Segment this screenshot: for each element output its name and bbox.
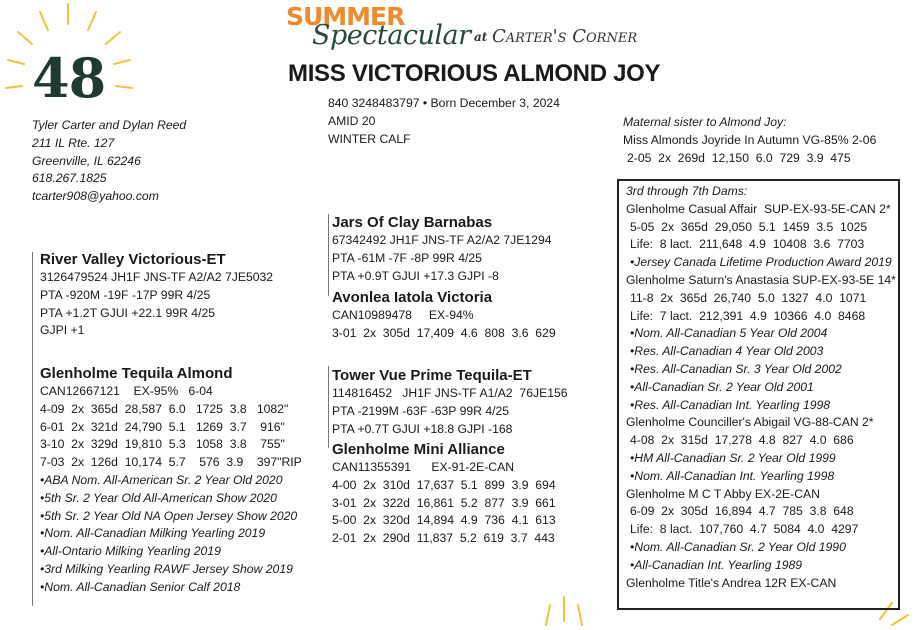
ancestor-dam-award: •Jersey Canada Lifetime Production Award 2019 bbox=[630, 255, 892, 270]
ancestor-dam-award: •Nom. All-Canadian 5 Year Old 2004 bbox=[630, 326, 828, 341]
sire-dam-line: 3-01 2x 305d 17,409 4.6 808 3.6 629 bbox=[332, 325, 556, 340]
sire-block bbox=[40, 250, 273, 340]
animal-title: MISS VICTORIOUS ALMOND JOY bbox=[288, 60, 661, 87]
dam-dam-line: CAN11355391 EX-91-2E-CAN bbox=[332, 460, 514, 474]
dam-award: •3rd Milking Yearling RAWF Jersey Show 2019 bbox=[40, 561, 293, 576]
ancestor-dam-record: Life: 8 lact. 107,760 4.7 5084 4.0 4297 bbox=[630, 522, 859, 537]
sire-line: PTA +1.2T GJUI +22.1 99R 4/25 bbox=[40, 305, 216, 320]
ancestor-dam-name: Glenholme Counciller's Abigail VG-88-CAN 2* bbox=[626, 415, 874, 430]
event-logo bbox=[284, 2, 664, 58]
logo-at: at bbox=[474, 30, 488, 44]
ancestor-dam-award: •Res. All-Canadian 4 Year Old 2003 bbox=[630, 344, 824, 359]
ancestor-dam-record: Life: 8 lact. 211,648 4.9 10408 3.6 7703 bbox=[630, 237, 865, 252]
dam-line: 7-03 2x 126d 10,174 5.7 576 3.9 397"RIP bbox=[40, 455, 302, 470]
ancestor-dam-record: Life: 7 lact. 212,391 4.9 10366 4.0 8468 bbox=[630, 308, 866, 323]
dam-award: •5th Sr. 2 Year Old NA Open Jersey Show 2020 bbox=[40, 508, 298, 523]
dam-sire-block bbox=[332, 366, 568, 438]
owner-email: tcarter908@yahoo.com bbox=[32, 189, 159, 204]
ancestor-dam-award: •All-Canadian Int. Yearling 1989 bbox=[630, 557, 803, 572]
dam-dam-line: 2-01 2x 290d 11,837 5.2 619 3.7 443 bbox=[332, 531, 555, 546]
ancestor-dam-name: Glenholme Casual Affair SUP-EX-93-5E-CAN 2* bbox=[626, 201, 891, 216]
sire-line: GJPI +1 bbox=[40, 323, 85, 338]
registration-line: 840 3248483797 • Born December 3, 2024 bbox=[328, 96, 560, 110]
sire-dam-name: Avonlea Iatola Victoria bbox=[332, 289, 493, 306]
ancestor-dams-list bbox=[626, 201, 898, 593]
ancestor-dams-box bbox=[617, 179, 900, 610]
dam-award: •All-Ontario Milking Yearling 2019 bbox=[40, 544, 221, 559]
maternal-sister-label: Maternal sister to Almond Joy: bbox=[623, 115, 787, 129]
dam-bar bbox=[32, 366, 33, 606]
owner-street: 211 IL Rte. 127 bbox=[32, 135, 115, 150]
ancestor-dam-name: Glenholme Title's Andrea 12R EX-CAN bbox=[626, 575, 837, 590]
sire-name: River Valley Victorious-ET bbox=[40, 251, 226, 268]
dam-award: •ABA Nom. All-American Sr. 2 Year Old 2020 bbox=[40, 472, 283, 487]
sire-sire-name: Jars Of Clay Barnabas bbox=[332, 214, 493, 231]
sire-sire-bar bbox=[328, 214, 329, 296]
owner-phone: 618.267.1825 bbox=[32, 171, 107, 186]
dam-award: •Nom. All-Canadian Milking Yearling 2019 bbox=[40, 526, 266, 541]
sire-line: 3126479524 JH1F JNS-TF A2/A2 7JE5032 bbox=[40, 270, 274, 284]
dam-line: 4-09 2x 365d 28,587 6.0 1725 3.8 1082" bbox=[40, 401, 289, 416]
sire-sire-line: PTA -61M -7F -8P 99R 4/25 bbox=[332, 250, 482, 265]
amid-line: AMID 20 bbox=[328, 114, 376, 128]
dam-sire-line: PTA +0.7T GJUI +18.8 GJPI -168 bbox=[332, 421, 513, 436]
lot-number: 48 bbox=[32, 46, 106, 110]
ancestor-dams-heading: 3rd through 7th Dams: bbox=[626, 184, 748, 198]
ancestor-dam-record: 5-05 2x 365d 29,050 5.1 1459 3.5 1025 bbox=[630, 219, 868, 234]
owner-names: Tyler Carter and Dylan Reed bbox=[32, 118, 187, 132]
ancestor-dam-award: •All-Canadian Sr. 2 Year Old 2001 bbox=[630, 379, 814, 394]
dam-line: CAN12667121 EX-95% 6-04 bbox=[40, 384, 213, 398]
dam-line: 6-01 2x 321d 24,790 5.1 1269 3.7 916" bbox=[40, 419, 285, 434]
ancestor-dam-award: •Res. All-Canadian Int. Yearling 1998 bbox=[630, 397, 831, 412]
maternal-sister-name: Miss Almonds Joyride In Autumn VG-85% 2-06 bbox=[623, 132, 877, 147]
class-line: WINTER CALF bbox=[328, 132, 411, 146]
owner-info bbox=[32, 117, 186, 206]
logo-spectacular: Spectacular bbox=[312, 20, 471, 51]
sire-bar bbox=[32, 252, 33, 370]
ancestor-dam-award: •Nom. All-Canadian Sr. 2 Year Old 1990 bbox=[630, 539, 846, 554]
dam-sire-name: Tower Vue Prime Tequila-ET bbox=[332, 367, 532, 384]
sire-sire-line: 67342492 JH1F JNS-TF A2/A2 7JE1294 bbox=[332, 233, 552, 247]
sire-dam-block bbox=[332, 288, 556, 343]
sire-sire-block bbox=[332, 213, 552, 285]
dam-dam-block bbox=[332, 440, 556, 548]
dam-dam-name: Glenholme Mini Alliance bbox=[332, 441, 505, 458]
dam-dam-line: 4-00 2x 310d 17,637 5.1 899 3.9 694 bbox=[332, 477, 556, 492]
owner-city: Greenville, IL 62246 bbox=[32, 153, 141, 168]
dam-block bbox=[40, 364, 302, 597]
maternal-sister-block bbox=[623, 114, 876, 167]
ancestor-dam-record: 6-09 2x 305d 16,894 4.7 785 3.8 648 bbox=[630, 504, 854, 519]
dam-sire-line: 114816452 JH1F JNS-TF A1/A2 76JE156 bbox=[332, 386, 568, 400]
logo-summer: SUMMER bbox=[286, 2, 405, 31]
ancestor-dam-record: 4-08 2x 315d 17,278 4.8 827 4.0 686 bbox=[630, 433, 854, 448]
dam-award: •Nom. All-Canadian Senior Calf 2018 bbox=[40, 579, 241, 594]
dam-sire-line: PTA -2199M -63F -63P 99R 4/25 bbox=[332, 403, 510, 418]
logo-carters-corner: Carter's Corner bbox=[492, 26, 638, 47]
dam-name: Glenholme Tequila Almond bbox=[40, 365, 233, 382]
ancestor-dam-award: •HM All-Canadian Sr. 2 Year Old 1999 bbox=[630, 450, 836, 465]
ancestor-dam-award: •Nom. All-Canadian Int. Yearling 1998 bbox=[630, 468, 835, 483]
sire-dam-line: CAN10989478 EX-94% bbox=[332, 308, 474, 322]
dam-sire-bar bbox=[328, 366, 329, 448]
ancestor-dam-name: Glenholme Saturn's Anastasia SUP-EX-93-5E 14* bbox=[626, 272, 896, 287]
sire-sire-line: PTA +0.9T GJUI +17.3 GJPI -8 bbox=[332, 268, 499, 283]
ancestor-dam-name: Glenholme M C T Abby EX-2E-CAN bbox=[626, 486, 820, 501]
maternal-sister-record: 2-05 2x 269d 12,150 6.0 729 3.9 475 bbox=[627, 150, 851, 165]
dam-dam-line: 5-00 2x 320d 14,894 4.9 736 4.1 613 bbox=[332, 513, 556, 528]
ancestor-dam-award: •Res. All-Canadian Sr. 3 Year Old 2002 bbox=[630, 361, 842, 376]
sire-line: PTA -920M -19F -17P 99R 4/25 bbox=[40, 287, 211, 302]
ancestor-dam-record: 11-8 2x 365d 26,740 5.0 1327 4.0 1071 bbox=[630, 290, 867, 305]
dam-dam-line: 3-01 2x 322d 16,861 5.2 877 3.9 661 bbox=[332, 495, 556, 510]
dam-award: •5th Sr. 2 Year Old All-American Show 2020 bbox=[40, 490, 277, 505]
dam-line: 3-10 2x 329d 19,810 5.3 1058 3.8 755" bbox=[40, 437, 285, 452]
